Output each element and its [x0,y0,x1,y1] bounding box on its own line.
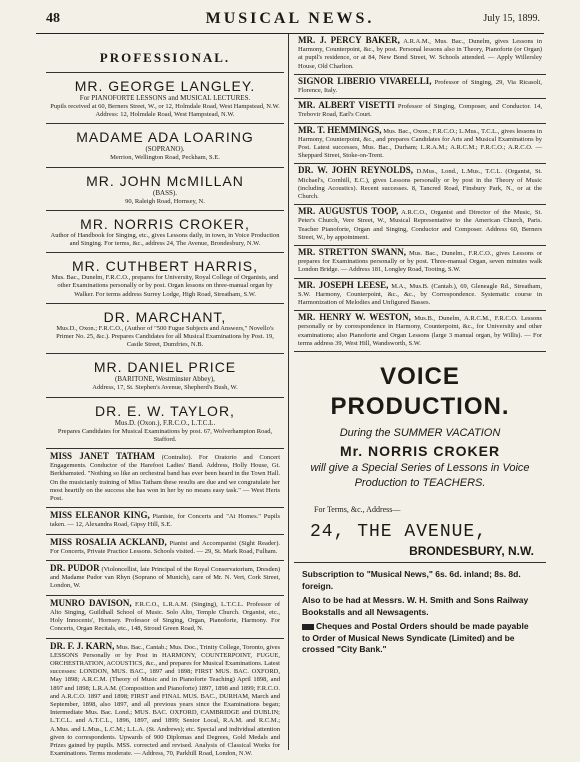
notice [46,595,284,638]
notice-text [50,452,280,503]
notice [46,638,284,762]
ad-name: Mr. NORRIS CROKER [298,441,542,461]
card-details: Mus. Bac., Dunelm, F.R.C.O., prepares for University, Royal College of Organists, and other Examinations personally or by post. Organ lessons on three-manual organ by Walker. For terms address Surrey Lodge, High Road, Streatham, S.W. [50,274,280,299]
notice [294,123,546,164]
notice-lead: DR. PUDOR [50,563,100,573]
notice-body: Mus.B., Dunelm, A.R.C.M., F.R.C.O. Lessons personally or by correspondence in Harmony, Counterpoint, &c., for University and other examinations; also Pianoforte and Organ Lessons (large 3 manual organ, by Willis). — For terms address 39, West Hill, Wandsworth, S.W. [298,315,542,347]
card-name: MR. GEORGE LANGLEY. [50,78,280,94]
notice-text [50,564,280,591]
notice-body: A.R.C.O., Organist and Director of the Music, St. Peter's Church, Vere Street, W., Musical Representative to the American Church, Paris. Teacher Pianoforte, Organ and Singing, Conductor and Composer. Address 60, Berners Street, W., by appointment. [298,209,542,241]
card-details: Mus.D., Oxon.; F.R.C.O., (Author of "500 Fugue Subjects and Answers," Novello's Primer No. 25, &c.). Prepares Candidates for all Musical Examinations by Post. 19, Castle Street, Dumfries, N.B. [50,325,280,350]
notice [294,278,546,311]
page-header [36,7,544,34]
notice-lead: MR. J. PERCY BAKER, [298,35,400,45]
notice-body: Pianist and Accompanist (Sight Reader). For Concerts, Private Practice Lessons. Schools visited. — 29, St. Mark Road, Fulham. [50,540,280,555]
card-subtitle: For PIANOFORTE LESSONS and MUSICAL LECTURES. [50,94,280,103]
card-name: MADAME ADA LOARING [50,129,280,145]
notice [46,448,284,507]
notice [294,310,546,351]
professional-card [46,167,284,210]
notice-body: Pianiste, for Concerts and "At Homes." Pupils taken. — 12, Alexandra Road, Gipsy Hill, S.E. [50,513,280,528]
notice [294,98,546,122]
card-name: MR. CUTHBERT HARRIS, [50,258,280,274]
notice-text [298,101,542,119]
professional-card [46,72,284,123]
ad-line1: During the SUMMER VACATION [298,426,542,441]
notice-text [50,599,280,634]
notice-lead: MISS JANET TATHAM [50,451,155,461]
notice [294,163,546,204]
notice-text [298,248,542,275]
notice-body: Professor of Singing, 29, Via Ricasoli, Florence, Italy. [298,79,542,94]
pointing-hand-icon [302,624,314,630]
notice-lead: MUNRO DAVISON, [50,598,132,608]
ad-terms: For Terms, &c., Address— [298,505,542,515]
notice [294,204,546,245]
card-subtitle: Mus.D. (Oxon.), F.R.C.O., L.T.C.L. [50,419,280,428]
notice-text [298,281,542,308]
ad-address-line2: BRONDESBURY, N.W. [298,543,542,559]
right-notices [294,34,546,351]
notice-text [298,36,542,71]
notice-body: M.A., Mus.B. (Cantab.), 69, Gleneagle Rd., Streatham, S.W. Harmony, Counterpoint, &c., &c., by Correspondence. Systematic course in Harmonization of Melodies and Unfigured Basses. [298,283,542,306]
notice-body: Mus. Bac., Oxon.; F.R.C.O.; L.Mus., T.C.L., gives lessons in Harmony, Counterpoint, &c., and prepares Candidates for Arts and Musical Examinations by Post. Latest successes, Mus. Bac., Durham; L.R.A.M.; A.R.C.M.; F.R.C.O.; A.R.C.O. — Sheppard Street, Stoke-on-Trent. [298,128,542,160]
notice-text [50,642,280,759]
notice-text [298,313,542,348]
notice-lead: MR. HENRY W. WESTON, [298,312,411,322]
notice-lead: MR. JOSEPH LEESE, [298,280,388,290]
professional-card [46,353,284,396]
notice [294,34,546,74]
card-details: Pupils received at 60, Berners Street, W., or 12, Holmdale Road, West Hampstead, N.W. Address: 12, Holmdale Road, West Hampstead, N.W. [50,103,280,119]
subscription-text: Subscription to "Musical News," 6s. 6d. inland; 8s. 8d. foreign. [294,569,546,592]
notice-body: Mus. Bac., Dunelm., F.R.C.O., gives Lessons or prepares for Examinations personally or by post. Three-manual Organ, seven minutes walk London Bridge. — Address 181, Longley Road, Tooting, S.W. [298,250,542,273]
notice [46,507,284,533]
ad-title: VOICE PRODUCTION. [298,362,542,422]
cheques-text [294,621,546,656]
cheques-body: Cheques and Postal Orders should be made payable to Order of Musical News Syndicate (Limited) and be crossed "City Bank." [302,621,529,654]
notice [46,534,284,560]
notice-body: Professor of Singing, Composer, and Conductor. 14, Trebovir Road, Earl's Court. [298,103,542,118]
issue-date: July 15, 1899. [483,13,540,24]
card-name: MR. NORRIS CROKER, [50,216,280,232]
professional-card [46,397,284,448]
card-details: Address, 17, St. Stephen's Avenue, Shepherd's Bush, W. [50,384,280,392]
card-details: Prepares Candidates for Musical Examinations by post. 67, Wolverhampton Road, Stafford. [50,428,280,444]
professional-card [46,252,284,303]
ad-line3: Production to TEACHERS. [298,476,542,491]
notice-lead: SIGNOR LIBERIO VIVARELLI, [298,76,431,86]
notice-body: F.R.C.O., L.R.A.M. (Singing), L.T.C.L. Professor of Alto Singing, Guildhall School of Music. Solo Alto, Temple Church. Organist, etc., Holy Innocents', Hornsey. Professor of Singing, Organ, Pianoforte, Harmony. For Concerts, Organ Recitals, etc., 148, Stroud Green Road, N. [50,601,280,633]
notice-body: Mus. Bac., Cantab.; Mus. Doc., Trinity College, Toronto, gives LESSONS Personally or by Post in HARMONY, COUNTERPOINT, FUGUE, ORCHESTRATION, ACOUSTICS, &c., and prepares for Musical Examinations. Latest successes: LONDON, MUS. BAC., 1897 and 1898; FIRST MUS. BAC. OXFORD, May 1898; A.R.C.M. (Theory of Music and in Pianoforte Teaching) April 1898, and 1897 and 1898; L.R.A.M. (Composition and Pianoforte) 1897, 1898 and 1899; F.R.C.O. and A.R.C.O. 1897 and 1898; FIRST and FINAL MUS. BAC., DURHAM, March and September, 1898, also 1897, and all previous years since the Examinations began; Intermediate Mus. Bac. Lond.; MUS. BAC. OXFORD, CAMBRIDGE and DUBLIN; L.T.C.L. and A.T.C.L., 1896, 1897, and 1899; Senior Local, R.A.M. and R.C.M.; A.Mus. and L.Mus., L.C.M.; L.L.A. (St. Andrews); etc. Special and individual attention given to correspondents. Upwards of 900 Diplomas and Degrees, Gold Medals and Prizes gained by pupils. MSS. corrected and revised. Analysis of Classical Works for Examinations. Terms moderate. — Address, 70, Parkhill Road, London, N.W. [50,644,280,758]
subscription-block [294,562,546,656]
card-name: MR. JOHN McMILLAN [50,173,280,189]
notice-body: (Violoncellist, late Principal of the Royal Conservatorium, Dresden) and Madame Pudor van Rhyn (Soprano of Munich), care of Mr. N. Vert, Cork Street, London, W. [50,566,280,589]
publication-title: MUSICAL NEWS. [36,10,544,28]
notice-text [298,126,542,161]
professional-notices [46,448,284,762]
professional-card [46,210,284,252]
card-subtitle: (BASS). [50,189,280,198]
notice-lead: MISS ROSALIA ACKLAND, [50,537,167,547]
notice [46,560,284,595]
card-name: DR. MARCHANT, [50,309,280,325]
notice-body: A.R.A.M., Mus. Bac., Dunelm, gives Lessons in Harmony, Counterpoint, &c., by post. Personal lessons also in Theory, Pianoforte (or Organ) at pupil's residence, or at 84, New Bond Street, W. Schools attended. — Apply Willersley House, Old Charlton. [298,38,542,70]
ad-line2: will give a Special Series of Lessons in Voice [298,461,542,476]
professional-card [46,303,284,354]
ad-address-line1: 24, THE AVENUE, [298,521,542,543]
notice-text [50,511,280,529]
right-column [294,34,546,656]
notice [294,74,546,98]
notice-body: (Contralto). For Oratorio and Concert Engagements. Conductor of the Harefoot Ladies' Band. Address, Holly House, Gt. Berkhamsted. "Nothing so like an orchestral band has ever been heard in the Town Hall. On the musicianly training of Miss Tatham these results are due and we congratulate her most heartily on the success she has won in her by no means easy task." — West Herts Post. [50,454,280,502]
card-name: MR. DANIEL PRICE [50,359,280,375]
card-name: DR. E. W. TAYLOR, [50,403,280,419]
card-details: Author of Handbook for Singing, etc., gives Lessons daily, in town, in Voice Production and Singing. For terms, &c., address 24, The Avenue, Brondesbury, N.W. [50,232,280,248]
notice-lead: MR. AUGUSTUS TOOP, [298,206,398,216]
column-divider [288,34,289,750]
notice-text [298,166,542,201]
notice-text [298,77,542,95]
notice [294,245,546,278]
notice-lead: DR. F. J. KARN, [50,641,114,651]
voice-production-ad [294,351,546,562]
section-title: PROFESSIONAL. [46,34,284,72]
left-column [46,34,284,762]
card-subtitle: (SOPRANO). [50,145,280,154]
card-details: 90, Raleigh Road, Hornsey, N. [50,198,280,206]
notice-text [298,207,542,242]
bookstall-text: Also to be had at Messrs. W. H. Smith and Sons Railway Bookstalls and all Newsagents. [294,595,546,618]
page-number: 48 [46,11,60,27]
notice-body: D.Mus., Lond., L.Mus., T.C.L. (Organist, St. Michael's, Cornhill, E.C.), gives Lessons personally or by post in the Theory of Music (including Acoustics). Recent successes. 8, Tancred Road, Finsbury Park, N., or at the Church. [298,168,542,200]
card-subtitle: (BARITONE, Westminster Abbey), [50,375,280,384]
professional-cards [46,72,284,448]
notice-text [50,538,280,556]
notice-lead: MR. ALBERT VISETTI [298,100,395,110]
notice-lead: MISS ELEANOR KING, [50,510,150,520]
notice-lead: DR. W. JOHN REYNOLDS, [298,165,413,175]
notice-lead: MR. T. HEMMINGS, [298,125,382,135]
professional-card [46,123,284,166]
notice-lead: MR. STRETTON SWANN, [298,247,406,257]
card-details: Merrion, Wellington Road, Peckham, S.E. [50,154,280,162]
